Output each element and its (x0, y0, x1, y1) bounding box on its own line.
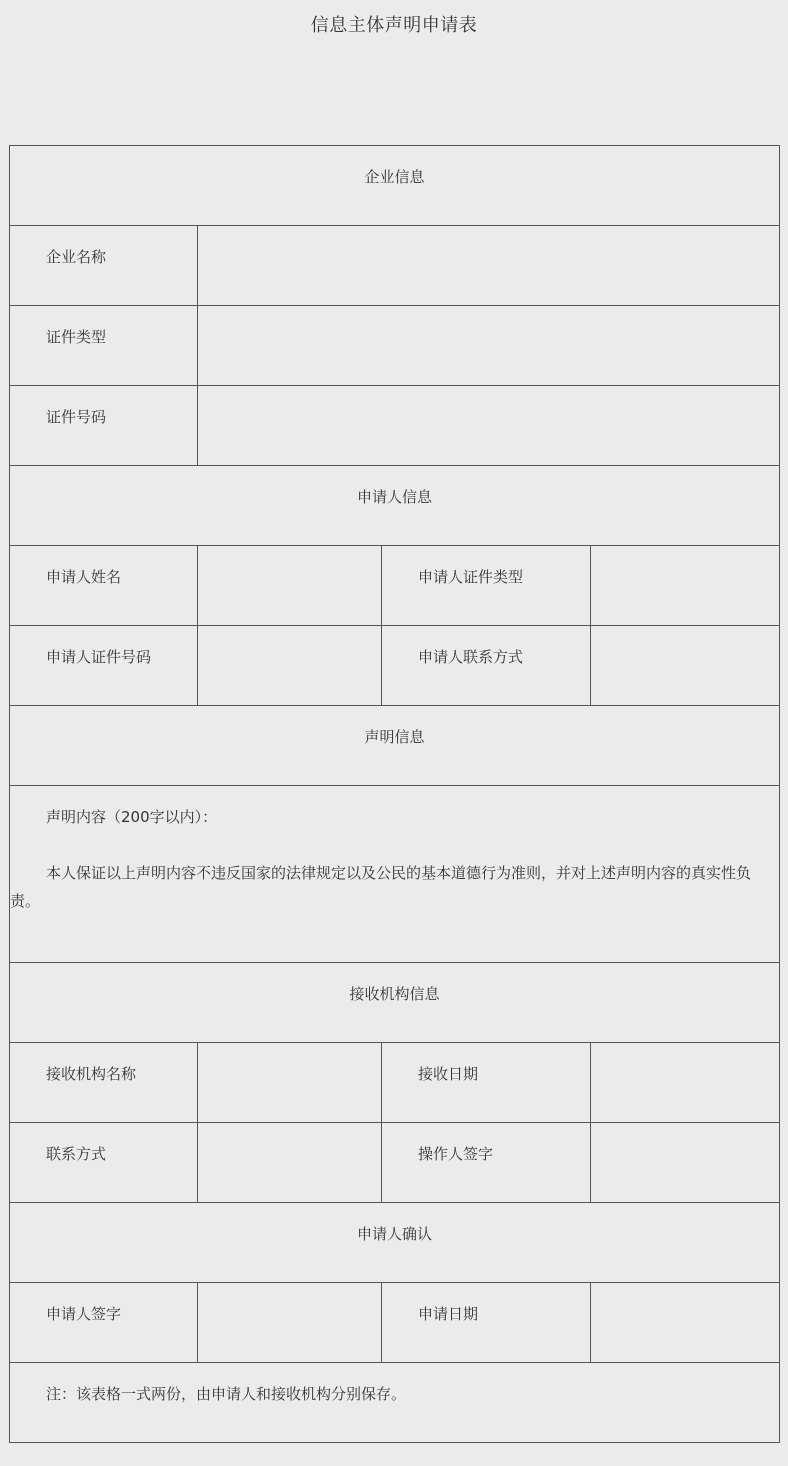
applicant-name-field[interactable] (198, 546, 382, 626)
application-form-table (9, 145, 780, 1443)
receiver-org-name-label: 接收机构名称 (10, 1043, 198, 1123)
section-row-receiver (10, 963, 780, 1043)
applicant-cert-type-field[interactable] (591, 546, 780, 626)
enterprise-name-label: 企业名称 (10, 226, 198, 306)
operator-sign-label: 操作人签字 (382, 1123, 591, 1203)
applicant-contact-field[interactable] (591, 626, 780, 706)
form-row-applicant-2 (10, 626, 780, 706)
form-row-note (10, 1363, 780, 1443)
apply-date-field[interactable] (591, 1283, 780, 1363)
receiver-org-name-field[interactable] (198, 1043, 382, 1123)
applicant-contact-label: 申请人联系方式 (382, 626, 591, 706)
enterprise-name-field[interactable] (198, 226, 780, 306)
applicant-cert-number-field[interactable] (198, 626, 382, 706)
form-row-applicant-1 (10, 546, 780, 626)
form-row-enterprise-name (10, 226, 780, 306)
statement-content-label: 声明内容（200字以内）： (46, 808, 218, 826)
form-note: 注：该表格一式两份，由申请人和接收机构分别保存。 (10, 1363, 780, 1443)
receive-date-field[interactable] (591, 1043, 780, 1123)
form-row-receiver-1 (10, 1043, 780, 1123)
receiver-contact-field[interactable] (198, 1123, 382, 1203)
section-heading-receiver: 接收机构信息 (10, 963, 780, 1043)
section-heading-confirmation: 申请人确认 (10, 1203, 780, 1283)
form-row-confirmation (10, 1283, 780, 1363)
form-row-enterprise-cert-number (10, 386, 780, 466)
receiver-contact-label: 联系方式 (10, 1123, 198, 1203)
apply-date-label: 申请日期 (382, 1283, 591, 1363)
enterprise-cert-type-label: 证件类型 (10, 306, 198, 386)
section-heading-enterprise: 企业信息 (10, 146, 780, 226)
section-row-applicant (10, 466, 780, 546)
section-row-confirmation (10, 1203, 780, 1283)
enterprise-cert-number-field[interactable] (198, 386, 780, 466)
applicant-cert-type-label: 申请人证件类型 (382, 546, 591, 626)
enterprise-cert-type-field[interactable] (198, 306, 780, 386)
form-row-statement-content (10, 786, 780, 963)
applicant-cert-number-label: 申请人证件号码 (10, 626, 198, 706)
form-row-receiver-2 (10, 1123, 780, 1203)
enterprise-cert-number-label: 证件号码 (10, 386, 198, 466)
receive-date-label: 接收日期 (382, 1043, 591, 1123)
operator-sign-field[interactable] (591, 1123, 780, 1203)
form-row-enterprise-cert-type (10, 306, 780, 386)
statement-pledge-text: 本人保证以上声明内容不违反国家的法律规定以及公民的基本道德行为准则，并对上述声明内容的真实性负责。 (10, 864, 752, 910)
applicant-sign-label: 申请人签字 (10, 1283, 198, 1363)
applicant-name-label: 申请人姓名 (10, 546, 198, 626)
section-row-enterprise (10, 146, 780, 226)
form-title: 信息主体声明申请表 (310, 15, 478, 36)
section-heading-statement: 声明信息 (10, 706, 780, 786)
applicant-sign-field[interactable] (198, 1283, 382, 1363)
section-heading-applicant: 申请人信息 (10, 466, 780, 546)
statement-content-field[interactable] (10, 786, 780, 963)
section-row-statement (10, 706, 780, 786)
